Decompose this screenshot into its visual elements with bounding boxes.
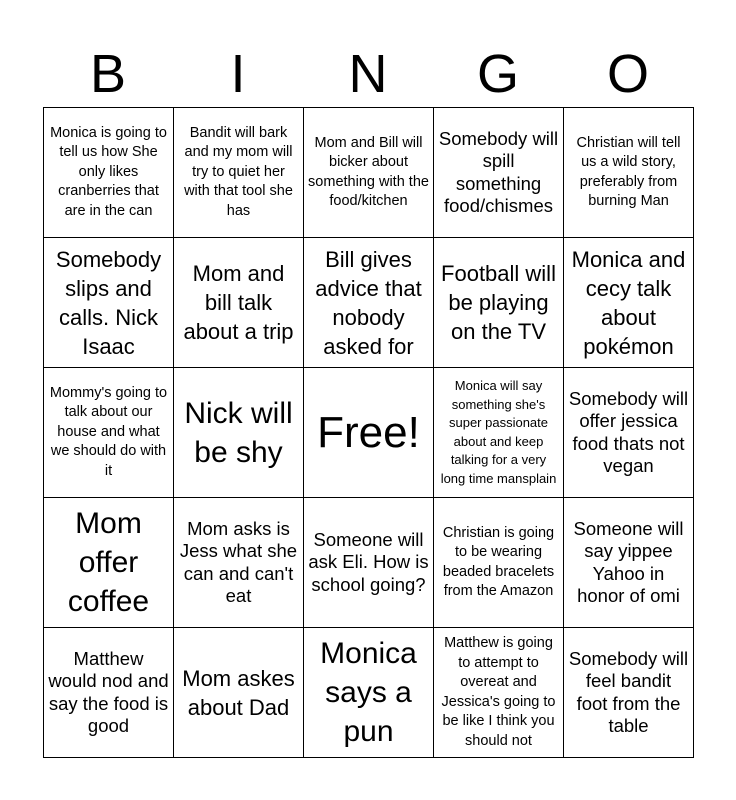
bingo-cell[interactable] xyxy=(434,108,564,238)
bingo-cell[interactable] xyxy=(434,498,564,628)
cell-text: Mom askes about Dad xyxy=(182,665,295,720)
cell-text: Someone will say yippee Yahoo in honor of omi xyxy=(573,517,684,606)
cell-text: Monica and cecy talk about pokémon xyxy=(571,246,686,359)
header-letter-n: N xyxy=(348,44,388,104)
bingo-cell[interactable] xyxy=(304,238,434,368)
bingo-cell[interactable] xyxy=(564,498,694,628)
cell-text: Somebody will spill something food/chismes xyxy=(438,127,559,216)
bingo-cell[interactable] xyxy=(304,628,434,758)
bingo-cell[interactable] xyxy=(304,108,434,238)
bingo-cell[interactable] xyxy=(174,368,304,498)
bingo-cell[interactable] xyxy=(44,628,174,758)
cell-text: Bandit will bark and my mom will try to quiet her with that tool she has xyxy=(184,124,293,219)
bingo-row-4 xyxy=(44,498,694,628)
cell-text: Somebody will offer jessica food thats not vegan xyxy=(568,387,689,476)
header-letter-i: I xyxy=(230,44,246,104)
cell-text: Mom offer coffee xyxy=(67,507,150,618)
bingo-cell[interactable] xyxy=(564,628,694,758)
bingo-cell[interactable] xyxy=(564,238,694,368)
free-space-cell[interactable] xyxy=(304,368,434,498)
bingo-cell[interactable] xyxy=(434,628,564,758)
bingo-card-grid xyxy=(43,107,694,758)
bingo-cell[interactable] xyxy=(174,498,304,628)
cell-text: Christian is going to be wearing beaded bracelets from the Amazon xyxy=(442,524,555,599)
cell-text: Mommy's going to talk about our house and what we should do with it xyxy=(49,384,168,479)
cell-text: Monica will say something she's super passionate about and keep talking for a very long time mansplain xyxy=(440,378,557,486)
cell-text: Football will be playing on the TV xyxy=(441,261,556,344)
bingo-cell[interactable] xyxy=(44,108,174,238)
cell-text: Somebody slips and calls. Nick Isaac xyxy=(55,246,162,359)
cell-text: Mom and Bill will bicker about something with the food/kitchen xyxy=(308,134,429,209)
bingo-cell[interactable] xyxy=(564,368,694,498)
bingo-cell[interactable] xyxy=(174,108,304,238)
cell-text: Nick will be shy xyxy=(184,396,293,469)
cell-text: Someone will ask Eli. How is school going? xyxy=(308,528,429,595)
bingo-cell[interactable] xyxy=(174,628,304,758)
cell-text: Matthew is going to attempt to overeat and Jessica's going to be like I think you should not xyxy=(441,635,556,749)
bingo-cell[interactable] xyxy=(44,238,174,368)
bingo-cell[interactable] xyxy=(434,368,564,498)
cell-text: Monica says a pun xyxy=(320,637,417,748)
bingo-cell[interactable] xyxy=(434,238,564,368)
bingo-cell[interactable] xyxy=(44,498,174,628)
bingo-cell[interactable] xyxy=(44,368,174,498)
cell-text: Mom and bill talk about a trip xyxy=(183,261,294,344)
bingo-cell[interactable] xyxy=(174,238,304,368)
header-letter-o: O xyxy=(606,44,649,104)
cell-text: Monica is going to tell us how She only likes cranberries that are in the can xyxy=(50,124,167,219)
cell-text: Matthew would nod and say the food is good xyxy=(48,647,169,736)
bingo-row-2 xyxy=(44,238,694,368)
bingo-cell[interactable] xyxy=(304,498,434,628)
cell-text: Mom asks is Jess what she can and can't eat xyxy=(179,517,298,606)
bingo-row-3 xyxy=(44,368,694,498)
cell-text: Somebody will feel bandit foot from the table xyxy=(568,647,689,736)
free-space-text: Free! xyxy=(317,407,420,457)
bingo-cell[interactable] xyxy=(564,108,694,238)
header-letter-b: B xyxy=(89,44,127,104)
cell-text: Bill gives advice that nobody asked for xyxy=(315,246,422,359)
bingo-header xyxy=(43,44,693,104)
header-letter-g: G xyxy=(476,44,519,104)
cell-text: Christian will tell us a wild story, preferably from burning Man xyxy=(576,134,681,209)
bingo-row-5 xyxy=(44,628,694,758)
bingo-row-1 xyxy=(44,108,694,238)
